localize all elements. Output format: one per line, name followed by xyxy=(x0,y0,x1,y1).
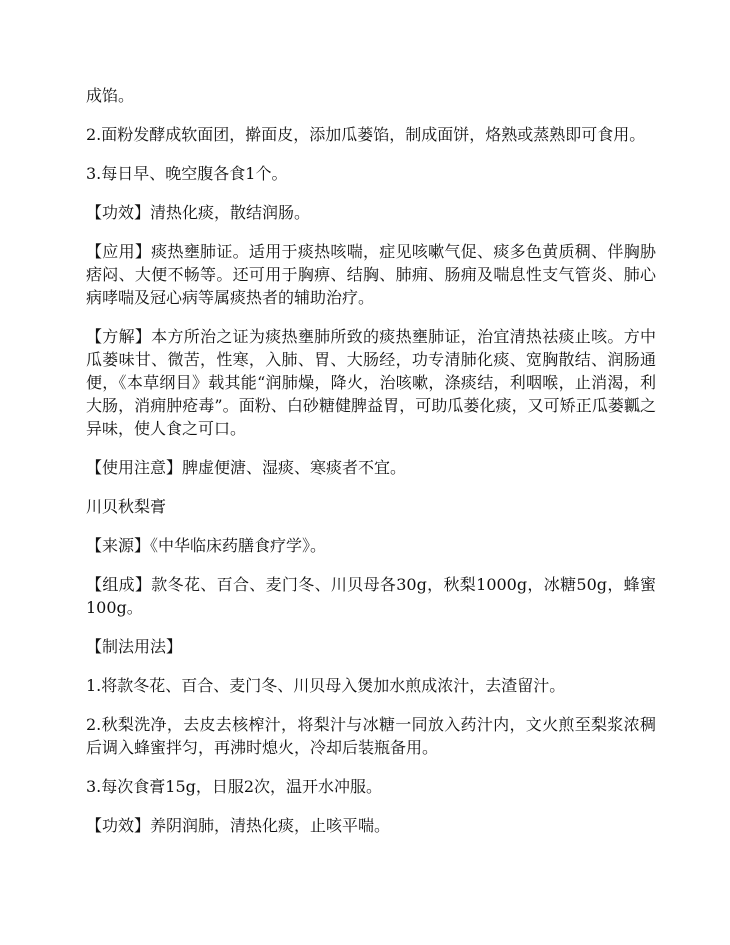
paragraph-method-step-1: 1.将款冬花、百合、麦门冬、川贝母入煲加水煎成浓汁，去渣留汁。 xyxy=(86,676,566,695)
paragraph-composition: 【组成】款冬花、百合、麦门冬、川贝母各30g，秋梨1000g，冰糖50g，蜂蜜100g。 xyxy=(86,575,656,617)
paragraph-filling-end: 成馅。 xyxy=(86,86,135,105)
paragraph-step-3-dosage: 3.每日早、晚空腹各食1个。 xyxy=(86,164,288,183)
document-page xyxy=(86,84,656,853)
paragraph-method-step-2: 2.秋梨洗净，去皮去核榨汁，将梨汁与冰糖一同放入药汁内，文火煎至梨浆浓稠后调入蜂蜜拌匀，再沸时熄火，冷却后装瓶备用。 xyxy=(86,715,656,757)
paragraph-method-heading: 【制法用法】 xyxy=(86,637,183,656)
paragraph-source: 【来源】《中华临床药膳食疗学》。 xyxy=(86,536,327,555)
paragraph-efficacy: 【功效】清热化痰，散结润肠。 xyxy=(86,203,311,222)
paragraph-precautions: 【使用注意】脾虚便溏、湿痰、寒痰者不宜。 xyxy=(86,458,407,477)
paragraph-formula-analysis: 【方解】本方所治之证为痰热壅肺所致的痰热壅肺证，治宜清热祛痰止咳。方中瓜蒌味甘、微苦，性寒，入肺、胃、大肠经，功专清肺化痰、宽胸散结、润肠通便，《本草纲目》载其能“润肺燥，降火，治咳嗽，涤痰结，利咽喉，止消渴，利大肠，消痈肿疮毒”。面粉、白砂糖健脾益胃，可助瓜蒌化痰，又可矫正瓜蒌瓤之异味，使人食之可口。 xyxy=(86,327,656,438)
paragraph-efficacy-2: 【功效】养阴润肺，清热化痰，止咳平喘。 xyxy=(86,816,391,835)
paragraph-step-2-dough: 2.面粉发酵成软面团，擀面皮，添加瓜蒌馅，制成面饼，烙熟或蒸熟即可食用。 xyxy=(86,125,646,144)
paragraph-application: 【应用】痰热壅肺证。适用于痰热咳喘，症见咳嗽气促、痰多色黄质稠、伴胸胁痞闷、大便不畅等。还可用于胸痹、结胸、肺痈、肠痈及喘息性支气管炎、肺心病哮喘及冠心病等属痰热者的辅助治疗。 xyxy=(86,242,656,307)
paragraph-method-step-3: 3.每次食膏15g，日服2次，温开水冲服。 xyxy=(86,777,383,796)
recipe-title: 川贝秋梨膏 xyxy=(86,497,167,516)
